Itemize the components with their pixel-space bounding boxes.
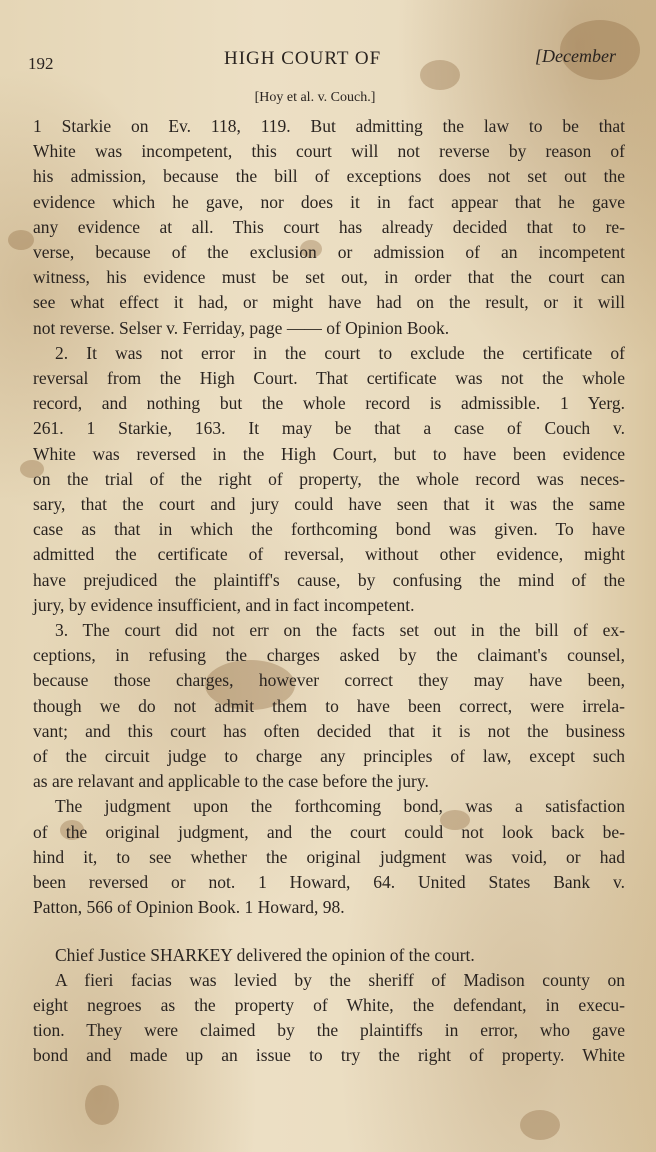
text-line: 1 Starkie on Ev. 118, 119. But admitting the law to be that	[33, 116, 625, 136]
text-line: on the trial of the right of property, the whole record was neces-	[33, 468, 625, 489]
text-line: White was incompetent, this court will not reverse by reason of	[33, 141, 625, 162]
text-line: been reversed or not. 1 Howard, 64. United States Bank v.	[33, 872, 625, 893]
running-head: HIGH COURT OF	[224, 48, 382, 69]
text-line: any evidence at all. This court has already decided that to re-	[33, 216, 625, 237]
text-line: record, and nothing but the whole record is admissible. 1 Yerg.	[33, 393, 625, 414]
text-line: 261. 1 Starkie, 163. It may be that a case of Couch v.	[33, 418, 625, 439]
case-title: [Hoy et al. v. Couch.]	[254, 90, 376, 105]
text-line: his admission, because the bill of exceptions does not set out the	[33, 166, 625, 187]
text-line: Chief Justice SHARKEY delivered the opinion of the court.	[55, 944, 475, 965]
text-line: ceptions, in refusing the charges asked by the claimant's counsel,	[33, 645, 625, 666]
text-line: jury, by evidence insufficient, and in fact incompetent.	[33, 594, 415, 615]
running-date: [December	[535, 46, 616, 66]
paragraph-gap	[33, 921, 625, 943]
text-line: see what effect it had, or might have had on the result, or it will	[33, 292, 625, 313]
text-line: because those charges, however correct they may have been,	[33, 670, 625, 691]
text-line: verse, because of the exclusion or admission of an incompetent	[33, 242, 625, 263]
text-line: hind it, to see whether the original judgment was void, or had	[33, 846, 625, 867]
text-line: tion. They were claimed by the plaintiffs in error, who gave	[33, 1020, 625, 1041]
text-line: reversal from the High Court. That certificate was not the whole	[33, 368, 625, 389]
text-line: Patton, 566 of Opinion Book. 1 Howard, 98.	[33, 897, 345, 918]
body-text	[33, 114, 625, 1069]
text-line: have prejudiced the plaintiff's cause, by confusing the mind of the	[33, 569, 625, 590]
text-line: bond and made up an issue to try the right of property. White	[33, 1045, 625, 1066]
text-line: of the original judgment, and the court could not look back be-	[33, 821, 625, 842]
text-line: evidence which he gave, nor does it in fact appear that he gave	[33, 191, 625, 212]
text-line: though we do not admit them to have been correct, were irrela-	[33, 695, 625, 716]
text-line: A fieri facias was levied by the sheriff of Madison county on	[55, 969, 625, 990]
text-line: The judgment upon the forthcoming bond, was a satisfaction	[55, 796, 625, 817]
text-line: not reverse. Selser v. Ferriday, page —— of Opinion Book.	[33, 317, 450, 338]
text-line: White was reversed in the High Court, but to have been evidence	[33, 443, 625, 464]
text-line: case as that in which the forthcoming bond was given. To have	[33, 519, 625, 540]
text-line: 3. The court did not err on the facts set out in the bill of ex-	[55, 620, 625, 641]
text-line: of the circuit judge to charge any principles of law, except such	[33, 746, 625, 767]
text-line: vant; and this court has often decided that it is not the business	[33, 720, 625, 741]
text-line: admitted the certificate of reversal, without other evidence, might	[33, 544, 625, 565]
page-header	[28, 44, 616, 74]
text-line: sary, that the court and jury could have seen that it was the same	[33, 494, 625, 515]
text-line: witness, his evidence must be set out, in order that the court can	[33, 267, 625, 288]
text-line: eight negroes as the property of White, the defendant, in execu-	[33, 994, 625, 1015]
text-line: 2. It was not error in the court to exclude the certificate of	[55, 342, 625, 363]
page-number: 192	[28, 54, 54, 73]
text-line: as are relavant and applicable to the case before the jury.	[33, 771, 429, 792]
